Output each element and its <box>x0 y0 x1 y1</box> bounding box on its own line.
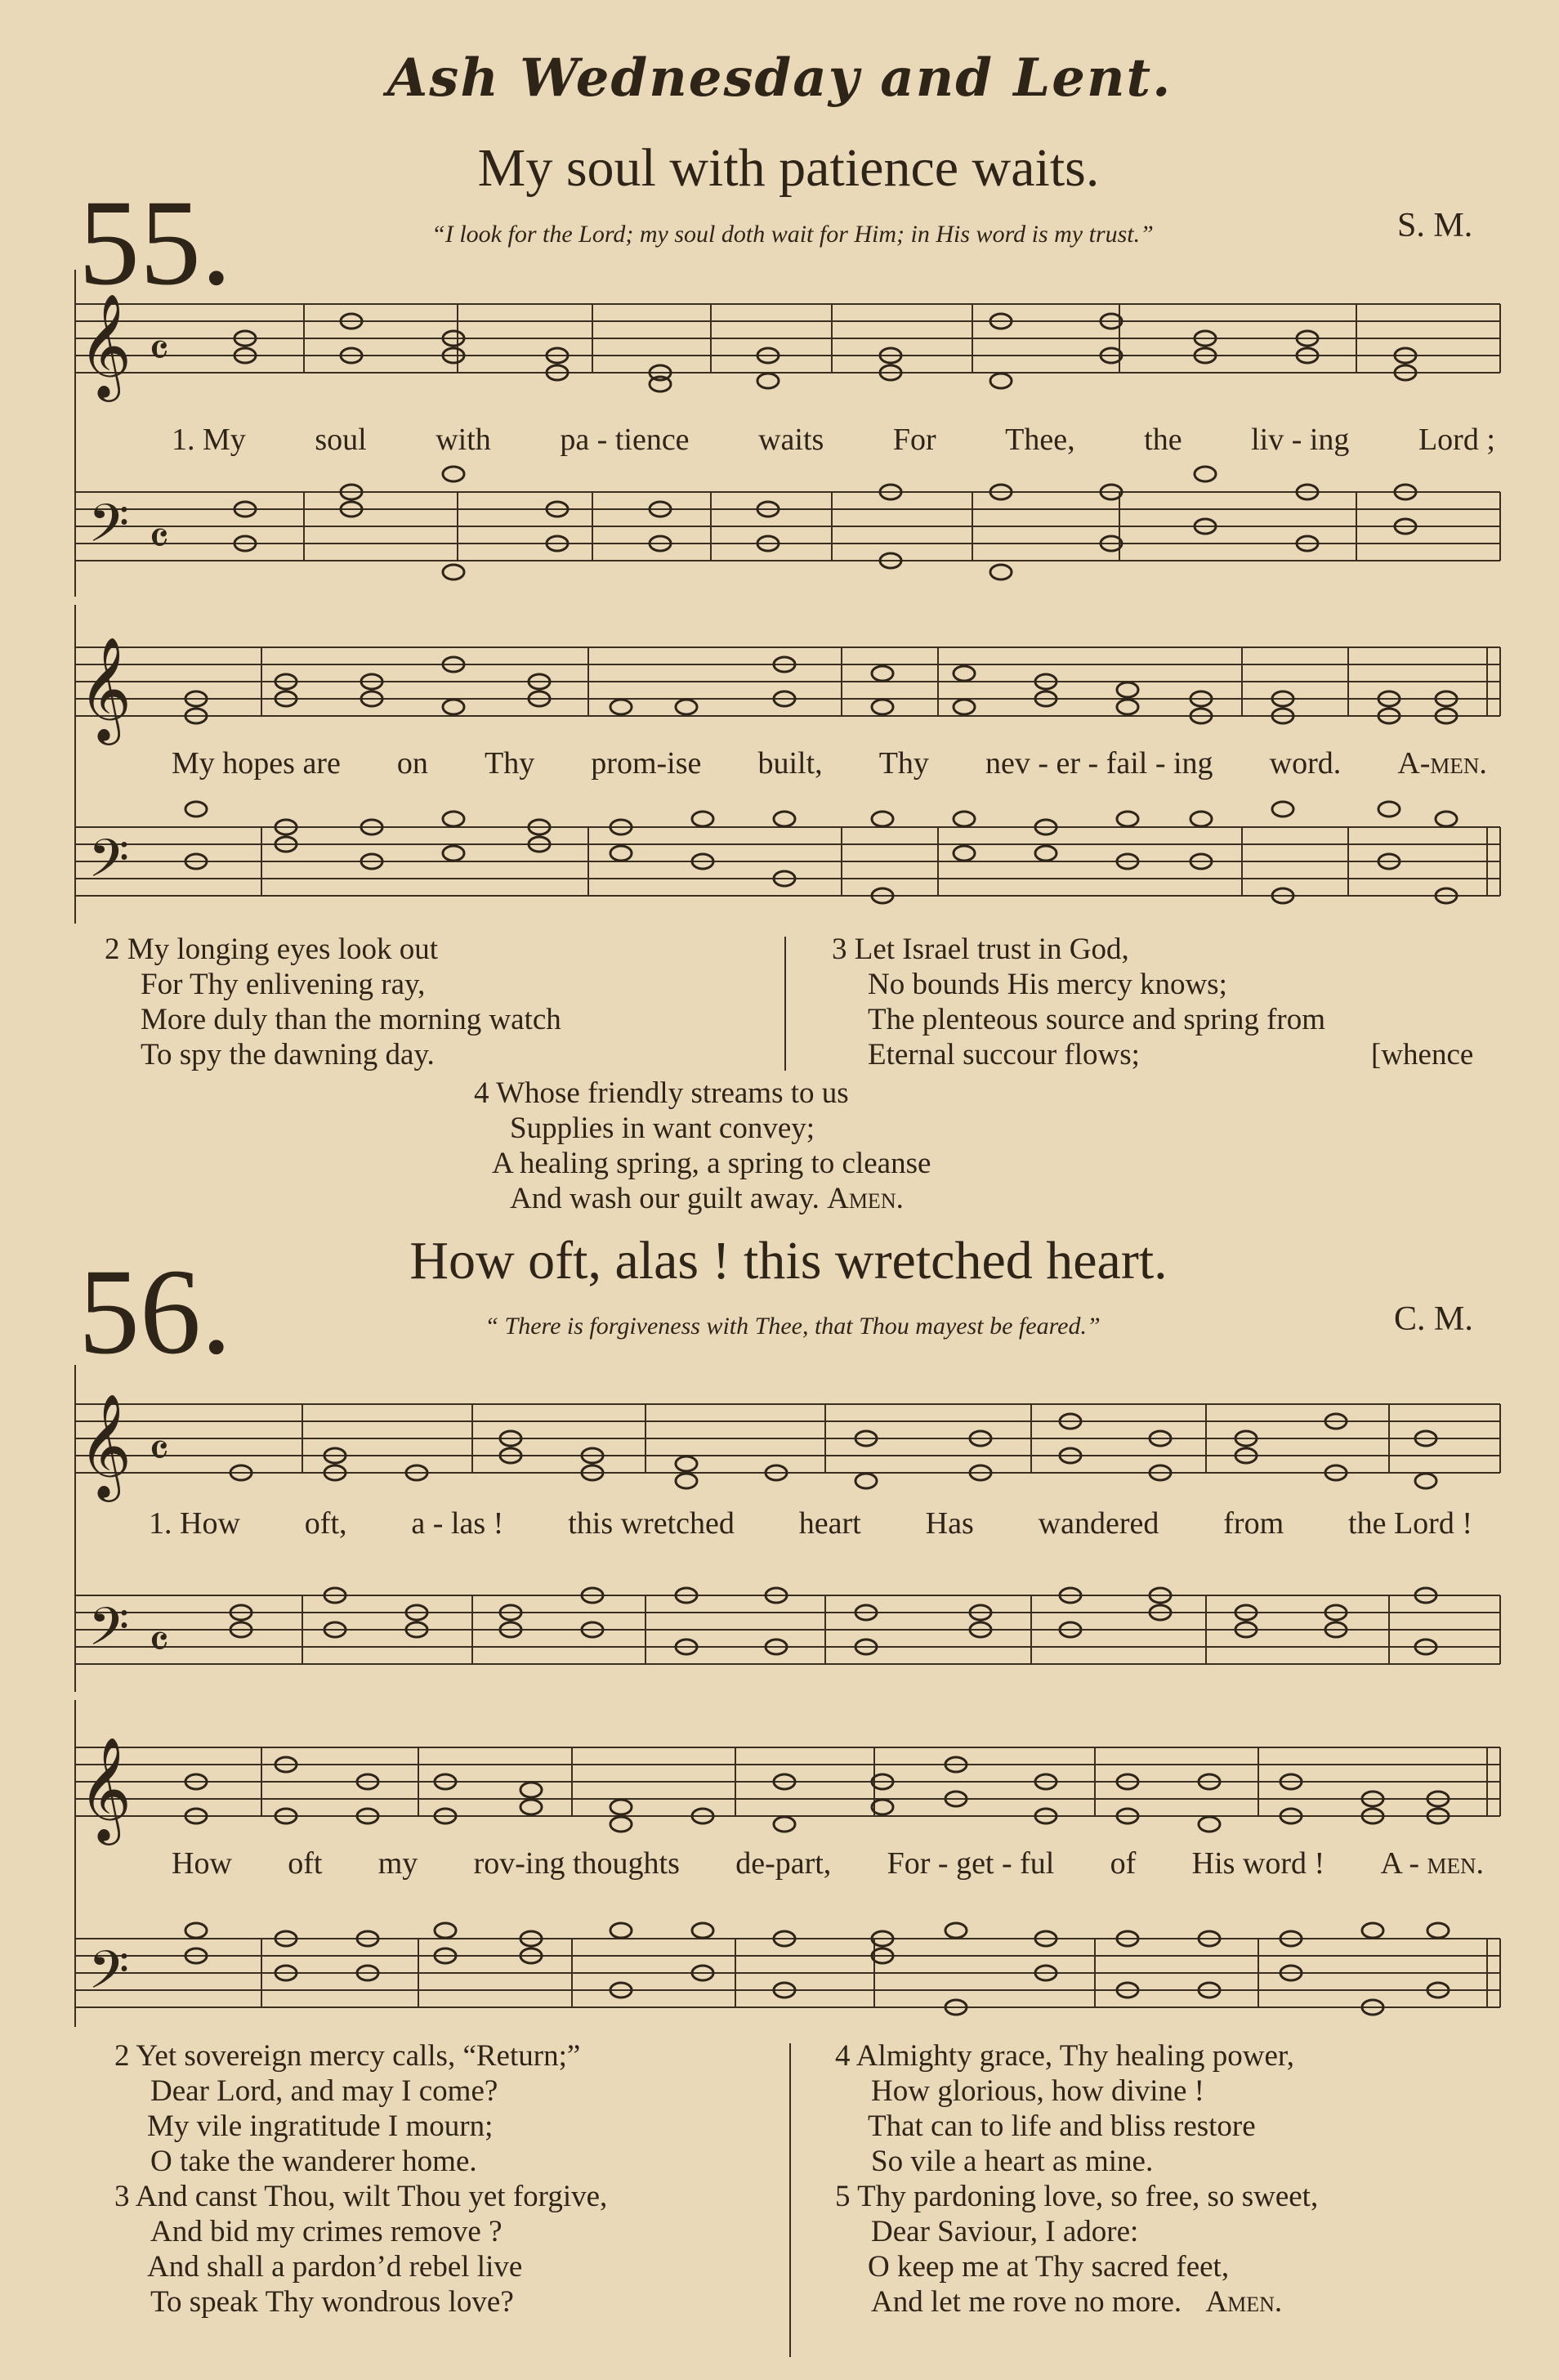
verse-line: Dear Saviour, I adore: <box>871 2215 1139 2248</box>
hymn-56-verses-right <box>835 2038 1318 2320</box>
lyric-syllable: on <box>396 746 428 781</box>
verse-line: Yet sovereign mercy calls, “Return;” <box>136 2039 581 2073</box>
verse-divider <box>789 2043 791 2357</box>
lyric-syllable: soul <box>315 423 367 457</box>
verse-line: Dear Lord, and may I come? <box>150 2074 498 2108</box>
lyric-syllable: Thee, <box>1005 423 1075 457</box>
verse-number: 4 <box>474 1076 489 1110</box>
verse-amen: Amen. <box>827 1182 904 1215</box>
verse-line: The plenteous source and spring from <box>868 1003 1325 1036</box>
lyric-syllable: rov-ing thoughts <box>473 1846 680 1881</box>
hymn-55-verse-4 <box>474 1076 931 1216</box>
hymn-56-number: 56. <box>78 1244 232 1380</box>
hymn-55-verse-3 <box>832 932 1474 1072</box>
verse-number: 5 <box>835 2180 851 2213</box>
lyric-amen: A-men. <box>1397 746 1487 781</box>
lyric-amen: A - men. <box>1380 1846 1484 1881</box>
svg-text:𝄴: 𝄴 <box>149 512 170 566</box>
lyric-syllable: Lord ; <box>1418 423 1495 457</box>
lyric-syllable: How <box>172 1846 232 1881</box>
lyric-syllable: pa - tience <box>560 423 690 457</box>
hymn-56-verses-left <box>114 2038 607 2320</box>
hymn-56-lyrics-line-1 <box>149 1505 1472 1541</box>
verse-line: Eternal succour flows; <box>868 1038 1140 1071</box>
verse-line: My longing eyes look out <box>127 933 439 966</box>
lyric-syllable: a - las ! <box>411 1506 504 1541</box>
bass-clef-icon: 𝄢 <box>88 494 130 567</box>
verse-line: More duly than the morning watch <box>141 1003 561 1036</box>
lyric-syllable: oft <box>288 1846 323 1881</box>
verse-number: 2 <box>114 2039 130 2073</box>
lyric-syllable: 1. How <box>149 1506 240 1541</box>
lyric-syllable: nev - er - fail - ing <box>985 746 1213 781</box>
verse-line: Supplies in want convey; <box>510 1112 815 1145</box>
lyric-syllable: heart <box>798 1506 861 1541</box>
hymn-56-verse-2 <box>114 2038 607 2179</box>
svg-text:𝄞: 𝄞 <box>78 1393 132 1497</box>
hymn-55-lyrics-line-1 <box>172 422 1495 458</box>
verse-line: Let Israel trust in God, <box>854 933 1129 966</box>
verse-line: And canst Thou, wilt Thou yet forgive, <box>135 2180 608 2213</box>
verse-line: A healing spring, a spring to cleanse <box>492 1147 931 1180</box>
verse-line: For Thy enlivening ray, <box>141 968 426 1001</box>
verse-line: Whose friendly streams to us <box>496 1076 849 1110</box>
verse-line: How glorious, how divine ! <box>871 2074 1204 2108</box>
svg-text:𝄴: 𝄴 <box>149 1616 170 1669</box>
hymn-56-verse-5 <box>835 2179 1318 2320</box>
verse-line: And wash our guilt away. <box>510 1182 820 1215</box>
verse-line: And bid my crimes remove ? <box>150 2215 503 2248</box>
svg-text:𝄴: 𝄴 <box>149 324 170 378</box>
verse-line: Thy pardoning love, so free, so sweet, <box>857 2180 1319 2213</box>
verse-number: 3 <box>832 933 847 966</box>
lyric-syllable: wandered <box>1038 1506 1159 1541</box>
lyric-syllable: the <box>1144 423 1182 457</box>
hymn-56-verse-3 <box>114 2179 607 2320</box>
verse-line: My vile ingratitude I mourn; <box>147 2109 494 2143</box>
hymn-55-number: 55. <box>78 175 232 311</box>
lyric-syllable: word. <box>1269 746 1342 781</box>
hymn-55-meter: S. M. <box>1397 207 1473 244</box>
verse-line: And shall a pardon’d rebel live <box>147 2250 523 2284</box>
lyric-syllable: from <box>1223 1506 1284 1541</box>
svg-text:𝄴: 𝄴 <box>149 1425 170 1478</box>
verse-line-turnover: [whence <box>1371 1038 1474 1071</box>
verse-divider <box>784 937 786 1071</box>
verse-line: O keep me at Thy sacred feet, <box>868 2250 1230 2284</box>
lyric-syllable: Thy <box>878 746 929 781</box>
lyric-syllable: built, <box>757 746 823 781</box>
hymn-55-lyrics-line-2 <box>172 745 1487 781</box>
hymn-56-lyrics-line-2 <box>172 1845 1484 1881</box>
verse-line: And let me rove no more. <box>871 2285 1182 2319</box>
hymn-56-scripture: “ There is forgiveness with Thee, that Thou mayest be feared.” <box>485 1313 1101 1340</box>
verse-line: So vile a heart as mine. <box>871 2145 1154 2178</box>
verse-number: 2 <box>105 933 120 966</box>
hymn-56-verse-4 <box>835 2038 1318 2179</box>
lyric-syllable: Has <box>925 1506 974 1541</box>
hymn-56-meter: C. M. <box>1394 1300 1473 1338</box>
lyric-syllable: the Lord ! <box>1348 1506 1472 1541</box>
lyric-syllable: For <box>892 423 936 457</box>
hymn-55-verse-2 <box>105 932 561 1072</box>
lyric-syllable: with <box>436 423 491 457</box>
lyric-syllable: prom-ise <box>591 746 702 781</box>
lyric-syllable: 1. My <box>172 423 246 457</box>
hymn-56-title: How oft, alas ! this wretched heart. <box>409 1231 1168 1291</box>
lyric-syllable: Thy <box>485 746 535 781</box>
lyric-syllable: de-part, <box>735 1846 832 1881</box>
verse-line: To spy the dawning day. <box>141 1038 435 1071</box>
verse-line: No bounds His mercy knows; <box>868 968 1227 1001</box>
lyric-syllable: My hopes are <box>172 746 341 781</box>
lyric-syllable: my <box>377 1846 418 1881</box>
svg-text:𝄞: 𝄞 <box>78 1736 132 1841</box>
svg-text:𝄢: 𝄢 <box>88 1597 130 1671</box>
lyric-syllable: of <box>1110 1846 1137 1881</box>
verse-line: O take the wanderer home. <box>150 2145 477 2178</box>
verse-line: That can to life and bliss restore <box>868 2109 1256 2143</box>
svg-text:𝄞: 𝄞 <box>78 636 132 740</box>
hymn-55-title: My soul with patience waits. <box>477 138 1100 198</box>
verse-number: 4 <box>835 2039 851 2073</box>
hymn-55-scripture: “I look for the Lord; my soul doth wait for Him; in His word is my trust.” <box>431 221 1154 248</box>
lyric-syllable: For - get - ful <box>887 1846 1055 1881</box>
treble-clef-icon: 𝄞 <box>78 293 132 397</box>
lyric-syllable: oft, <box>304 1506 347 1541</box>
verse-amen: Amen. <box>1205 2285 1283 2319</box>
lyric-syllable: liv - ing <box>1251 423 1350 457</box>
svg-text:𝄢: 𝄢 <box>88 1940 130 2014</box>
verse-number: 3 <box>114 2180 130 2213</box>
svg-text:𝄢: 𝄢 <box>88 829 130 902</box>
lyric-syllable: waits <box>758 423 824 457</box>
lyric-syllable: this wretched <box>568 1506 735 1541</box>
verse-line: Almighty grace, Thy healing power, <box>855 2039 1294 2073</box>
verse-line: To speak Thy wondrous love? <box>150 2285 514 2319</box>
lyric-syllable: His word ! <box>1191 1846 1325 1881</box>
section-title: Ash Wednesday and Lent. <box>386 47 1173 109</box>
